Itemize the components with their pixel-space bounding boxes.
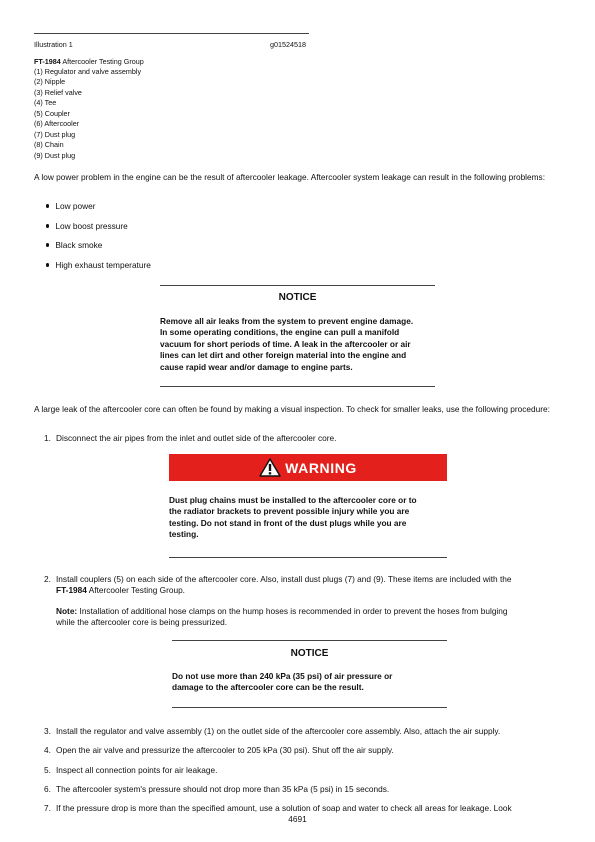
notice2-line: damage to the aftercooler core can be the result. bbox=[172, 682, 364, 693]
problem-item bbox=[46, 221, 128, 231]
warning-label: WARNING bbox=[285, 459, 357, 476]
step-1 bbox=[44, 433, 564, 444]
note-label: Note: bbox=[56, 605, 78, 616]
warning-triangle-icon bbox=[259, 458, 281, 477]
step-number: 5. bbox=[44, 765, 51, 775]
step2-note bbox=[56, 606, 564, 617]
illustration-label: Illustration 1 bbox=[34, 40, 73, 49]
intro-paragraph: A low power problem in the engine can be the result of aftercooler leakage. Aftercooler system leakage can result in the following problems: bbox=[34, 172, 546, 182]
problem-text: Low boost pressure bbox=[55, 221, 128, 231]
caption-item: (7) Dust plug bbox=[34, 129, 76, 139]
notice1-body bbox=[160, 316, 445, 373]
warning-bottom-rule bbox=[169, 557, 447, 558]
caption-item: (1) Regulator and valve assembly bbox=[34, 67, 142, 76]
notice2-body bbox=[172, 671, 457, 694]
step-number: 1. bbox=[44, 433, 51, 443]
notice1-top-rule bbox=[160, 285, 435, 286]
notice1-line: vacuum for short periods of time. A leak in the aftercooler or air bbox=[160, 338, 411, 349]
step-number: 4. bbox=[44, 745, 51, 755]
caption-item: (4) Tee bbox=[34, 98, 57, 108]
caption-title-tool: FT-1984 bbox=[34, 57, 61, 66]
step-number: 2. bbox=[44, 574, 51, 584]
note-text-cont: while the aftercooler core is being pressurized. bbox=[56, 617, 228, 628]
bullet-icon bbox=[46, 243, 49, 246]
step2-tool-rest: Aftercooler Testing Group. bbox=[86, 585, 185, 596]
notice1-line: lines can let dirt and other foreign material into the engine and bbox=[160, 350, 407, 361]
step-3 bbox=[44, 726, 564, 737]
step-number: 6. bbox=[44, 784, 51, 794]
notice1-line: Remove all air leaks from the system to prevent engine damage. bbox=[160, 316, 414, 326]
problem-text: High exhaust temperature bbox=[55, 260, 151, 270]
caption-item: (9) Dust plug bbox=[34, 150, 76, 160]
problem-item bbox=[46, 201, 96, 211]
warning-line: testing. Do not stand in front of the dust plugs while you are bbox=[169, 517, 407, 528]
step2-line2 bbox=[56, 585, 564, 596]
notice2-title: NOTICE bbox=[290, 648, 329, 659]
note-text: Installation of additional hose clamps on the hump hoses is recommended in order to prevent the hoses from bulging bbox=[77, 605, 508, 616]
problem-item bbox=[46, 240, 102, 250]
step-text: Install the regulator and valve assembly (1) on the outlet side of the aftercooler core assembly. Also, attach the air supply. bbox=[56, 726, 501, 736]
step-text: Open the air valve and pressurize the aftercooler to 205 kPa (30 psi). Shut off the air supply. bbox=[56, 745, 394, 755]
notice1-title: NOTICE bbox=[278, 292, 317, 303]
procedure-intro: A large leak of the aftercooler core can often be found by making a visual inspection. To check for smaller leaks, use the following procedure: bbox=[34, 404, 550, 414]
illustration-code: g01524518 bbox=[270, 40, 306, 49]
notice2-bottom-rule bbox=[172, 707, 447, 708]
problem-item bbox=[46, 260, 151, 270]
step2-line1: Install couplers (5) on each side of the aftercooler core. Also, install dust plugs (7) and (9). These items are included with the bbox=[56, 574, 512, 584]
caption-item: (5) Coupler bbox=[34, 108, 70, 118]
step-text: If the pressure drop is more than the specified amount, use a solution of soap and water to check all areas for leakage. Look bbox=[56, 803, 512, 813]
warning-body bbox=[169, 495, 454, 541]
bullet-icon bbox=[46, 204, 49, 207]
step-text bbox=[56, 574, 564, 629]
notice2-top-rule bbox=[172, 640, 447, 641]
page-number: 4691 bbox=[288, 814, 307, 824]
step-text: Inspect all connection points for air leakage. bbox=[56, 765, 218, 775]
problem-text: Black smoke bbox=[55, 240, 103, 250]
warning-line: Dust plug chains must be installed to the aftercooler core or to bbox=[169, 495, 417, 505]
notice2-line: Do not use more than 240 kPa (35 psi) of air pressure or bbox=[172, 671, 393, 681]
step-6 bbox=[44, 784, 564, 795]
step-number: 3. bbox=[44, 726, 51, 736]
step-number: 7. bbox=[44, 803, 51, 813]
caption-list bbox=[34, 67, 141, 161]
step2-tool: FT-1984 bbox=[56, 585, 87, 596]
caption-item: (8) Chain bbox=[34, 140, 64, 150]
step-text: The aftercooler system's pressure should not drop more than 35 kPa (5 psi) in 15 seconds. bbox=[56, 784, 390, 794]
caption-title bbox=[34, 57, 144, 67]
caption-item: (6) Aftercooler bbox=[34, 119, 80, 129]
step-text: Disconnect the air pipes from the inlet and outlet side of the aftercooler core. bbox=[56, 433, 337, 443]
problem-text: Low power bbox=[55, 201, 96, 211]
illustration-top-rule bbox=[34, 33, 309, 34]
warning-line: the radiator brackets to prevent possible injury while you are bbox=[169, 506, 410, 517]
notice1-line: cause rapid wear and/or damage to engine parts. bbox=[160, 361, 353, 372]
caption-item: (3) Relief valve bbox=[34, 87, 82, 97]
notice1-bottom-rule bbox=[160, 386, 435, 387]
step-5 bbox=[44, 765, 564, 776]
warning-line: testing. bbox=[169, 529, 199, 540]
bullet-icon bbox=[46, 224, 49, 227]
step-2 bbox=[44, 574, 564, 629]
step-7 bbox=[44, 803, 564, 814]
notice1-line: In some operating conditions, the engine can pull a manifold bbox=[160, 327, 400, 338]
bullet-icon bbox=[46, 263, 49, 266]
warning-banner bbox=[169, 454, 447, 481]
caption-title-rest: Aftercooler Testing Group bbox=[60, 57, 144, 66]
caption-item: (2) Nipple bbox=[34, 77, 66, 87]
step-4 bbox=[44, 745, 564, 756]
